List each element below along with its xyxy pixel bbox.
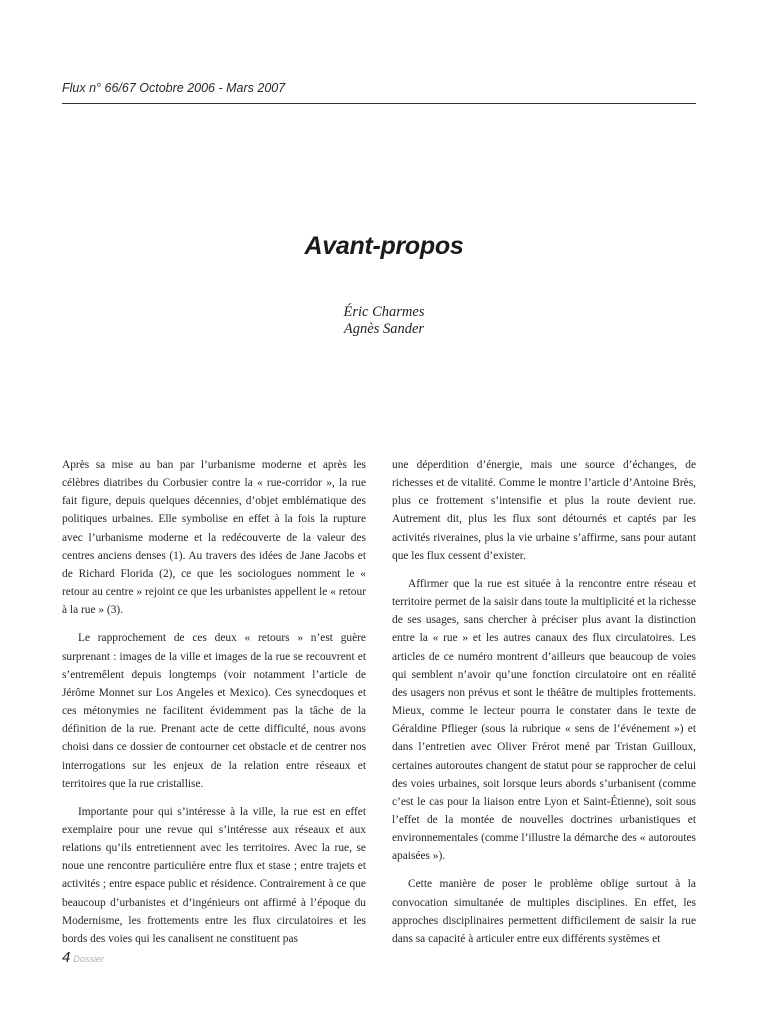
paragraph: Le rapprochement de ces deux « retours » n’est guère surprenant : images de la ville et images de la rue se recouvrent et s’entremêlent depuis longtemps (voir notamment l’article de Jérôme Monnet sur Los Angeles et Mexico). Ces synecdoques et ces métonymies ne facilitent évidemment pas la tâche de la définition de la rue. Prenant acte de cette difficulté, nous avons choisi dans ce dossier de contourner cet obstacle et de centrer nos interrogations sur les enjeux de la relation entre réseaux et territoires que la rue cristallise. (62, 632, 366, 790)
article-title: Avant-propos (304, 232, 464, 260)
right-column (392, 456, 696, 958)
paragraph: Affirmer que la rue est située à la rencontre entre réseau et territoire permet de la saisir dans toute la multiplicité et la richesse de ses usages, sans chercher à préciser plus avant la distinction entre la « rue » et les autres canaux des flux circulatoires. Les articles de ce numéro montrent d’ailleurs que beaucoup de voies qui semblent n’avoir qu’une fonction circulatoire ont en réalité des usagers non prévus et sont le théâtre de multiples frottements. Mieux, comme le lecteur pourra le constater dans le texte de Géraldine Pflieger (sous la rubrique « sens de l’événement ») et dans l’entretien avec Oliver Frérot mené par Tristan Guilloux, certaines autoroutes changent de statut pour se rapprocher de celui des voies urbaines, soit lorsque leurs abords s’urbanisent (comme c’est le cas pour la liaison entre Lyon et Saint-Étienne), soit sous l’effet de la montée de nouvelles doctrines urbanistiques et environnementales (comme l’illustre la démarche des « autoroutes apaisées »). (392, 577, 696, 863)
header-rule (62, 103, 696, 104)
author-name: Agnès Sander (343, 321, 425, 337)
left-column (62, 456, 366, 958)
page-number: 4 (62, 949, 71, 966)
paragraph: une déperdition d’énergie, mais une source d’échanges, de richesses et de vitalité. Comme le montre l’article d’Antoine Brès, plus ce frottement s’intensifie et plus la route devient rue. Autrement dit, plus les flux sont détournés et captés par les activités riveraines, plus la vie urbaine s’affirme, sans pour autant que les flux cessent d’exister. (392, 459, 696, 562)
paragraph: Cette manière de poser le problème oblige surtout à la convocation simultanée de multiples disciplines. En effet, les approches disciplinaires permettent difficilement de saisir la rue dans sa capacité à articuler entre eux différents systèmes et (392, 878, 696, 945)
author-name: Éric Charmes (343, 304, 425, 320)
paragraph: Importante pour qui s’intéresse à la ville, la rue est en effet exemplaire pour une revue qui s’intéresse aux réseaux et aux relations qu’ils entretiennent avec les territoires. Avec la rue, se noue une rencontre particulière entre flux et stase ; entre trajets et activités ; entre espace public et résidence. Contrairement à ce que beaucoup d’urbanistes et d’ingénieurs ont affirmé à l’époque du Modernisme, les frottements entre les flux circulatoires et les bords des voies qui les canalisent ne constituent pas (62, 805, 366, 945)
section-label: Dossier (73, 954, 104, 964)
page-footer (62, 948, 104, 969)
paragraph: Après sa mise au ban par l’urbanisme moderne et après les célèbres diatribes du Corbusier contre la « rue-corridor », la rue fait figure, depuis quelques décennies, d’objet emblématique des politiques urbaines. Elle symbolise en effet à la fois la rupture avec l’urbanisme moderne et la redécouverte de la valeur des centres anciens denses (1). Au travers des idées de Jane Jacobs et de Richard Florida (2), ce que les sociologues nomment le « retour au centre » rejoint ce que les urbanistes appellent le « retour à la rue » (3). (62, 459, 366, 617)
author-list (0, 304, 768, 338)
journal-header: Flux n° 66/67 Octobre 2006 - Mars 2007 (62, 81, 286, 95)
